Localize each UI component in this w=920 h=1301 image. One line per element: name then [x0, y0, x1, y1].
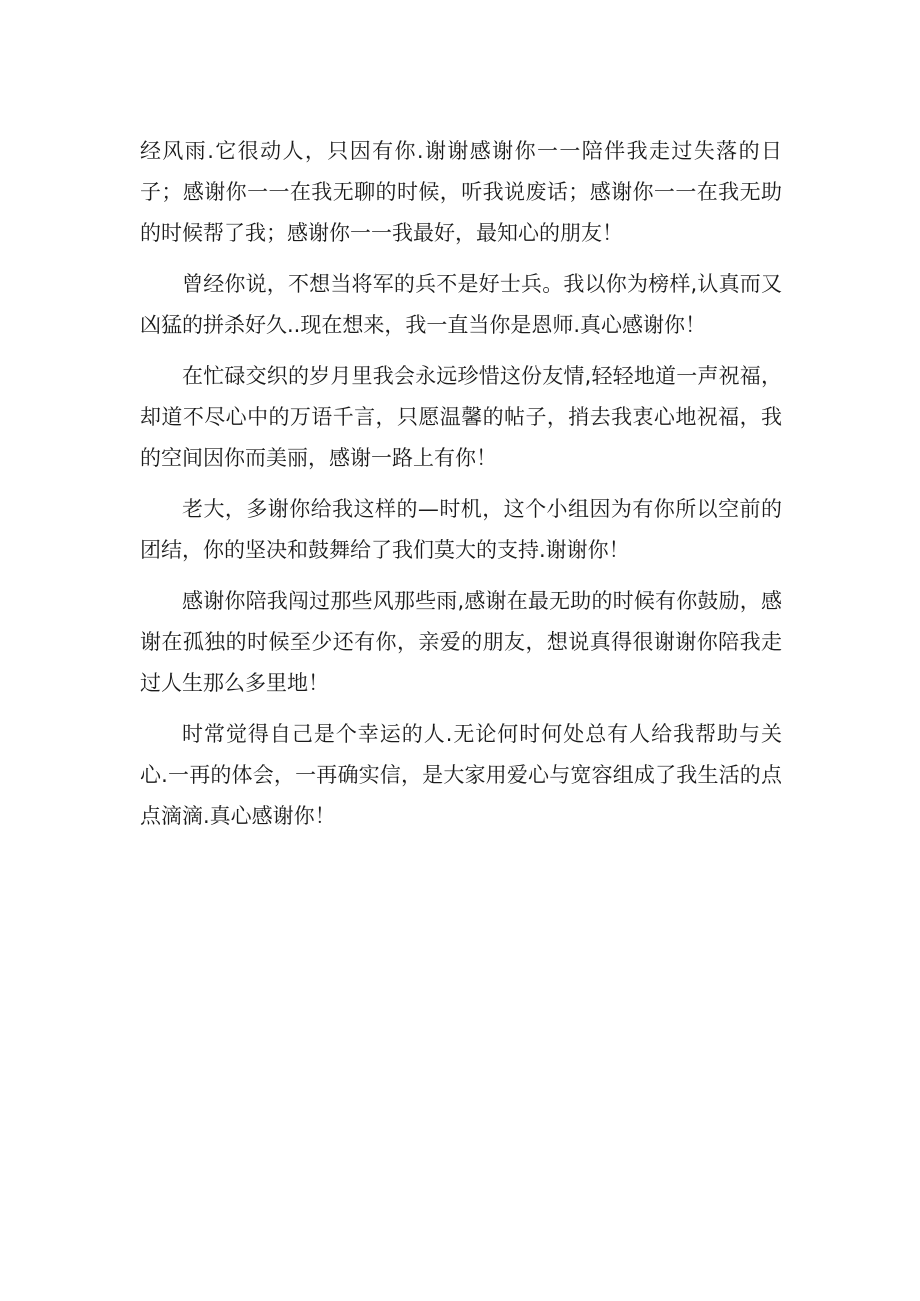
document-body: [140, 131, 782, 847]
paragraph-1: 经风雨.它很动人，只因有你.谢谢感谢你一一陪伴我走过失落的日子；感谢你一一在我无聊的时候，听我说废话；感谢你一一在我无助的时候帮了我；感谢你一一我最好，最知心的朋友！: [140, 139, 782, 245]
paragraph-5: 感谢你陪我闯过那些风那些雨,感谢在最无助的时候有你鼓励，感谢在孤独的时候至少还有你，亲爱的朋友，想说真得很谢谢你陪我走过人生那么多里地！: [140, 589, 782, 695]
paragraph-2: 曾经你说，不想当将军的兵不是好士兵。我以你为榜样,认真而又凶猛的拼杀好久..现在想来，我一直当你是恩师.真心感谢你！: [140, 272, 782, 337]
paragraph-3: 在忙碌交织的岁月里我会永远珍惜这份友情,轻轻地道一声祝福，却道不尽心中的万语千言，只愿温馨的帖子，捎去我衷心地祝福，我的空间因你而美丽，感谢一路上有你！: [140, 364, 782, 470]
paragraph-4: 老大，多谢你给我这样的—时机，这个小组因为有你所以空前的团结，你的坚决和鼓舞给了我们莫大的支持.谢谢你！: [140, 497, 782, 562]
paragraph-6: 时常觉得自己是个幸运的人.无论何时何处总有人给我帮助与关心.一再的体会，一再确实信，是大家用爱心与宽容组成了我生活的点点滴滴.真心感谢你！: [140, 722, 782, 828]
